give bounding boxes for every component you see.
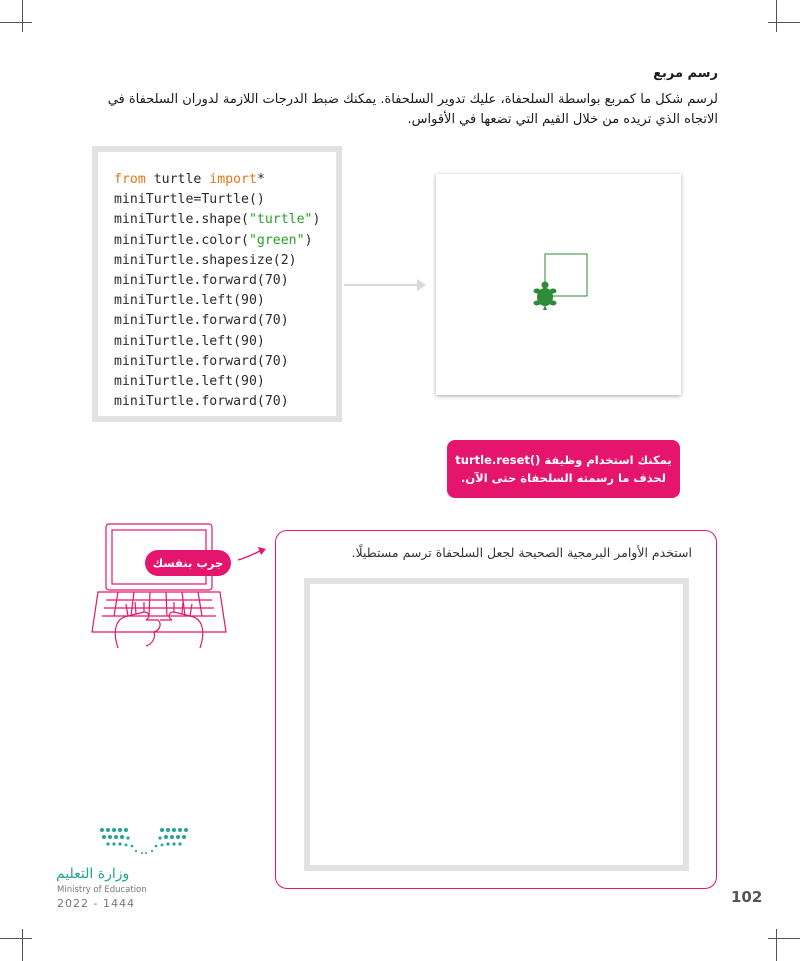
code-keyword: from bbox=[114, 172, 146, 187]
crop-mark bbox=[776, 929, 777, 961]
arrow-line bbox=[344, 284, 420, 286]
pointer-arrow-icon bbox=[236, 544, 268, 564]
code-text: miniTurtle.color( bbox=[114, 232, 249, 248]
code-line bbox=[114, 251, 320, 271]
code-text: miniTurtle.left(90) bbox=[114, 374, 265, 390]
code-line bbox=[114, 210, 320, 230]
crop-mark bbox=[22, 929, 23, 961]
code-line bbox=[114, 291, 320, 311]
arrow-right-icon bbox=[417, 279, 426, 291]
tip-line-1: يمكنك استخدام وظيفة ()turtle.reset bbox=[455, 453, 672, 467]
ministry-name-arabic: وزارة التعليم bbox=[56, 866, 130, 882]
laptop-typing-icon bbox=[88, 520, 228, 650]
code-text: miniTurtle=Turtle() bbox=[114, 192, 265, 208]
code-line bbox=[114, 392, 320, 412]
exercise-box bbox=[275, 530, 717, 889]
crop-mark bbox=[0, 938, 32, 939]
code-string: "green" bbox=[248, 232, 305, 248]
code-text: miniTurtle.forward(70) bbox=[114, 313, 289, 329]
code-line bbox=[114, 190, 320, 210]
code-text: turtle bbox=[145, 172, 210, 187]
ministry-name-english: Ministry of Education bbox=[57, 885, 147, 895]
code-text: ) bbox=[312, 212, 321, 228]
code-string: "turtle" bbox=[248, 212, 313, 228]
code-line bbox=[114, 231, 320, 251]
code-line bbox=[114, 332, 320, 352]
code-text: miniTurtle.left(90) bbox=[114, 293, 265, 309]
tip-callout bbox=[447, 440, 680, 498]
exercise-instruction: استخدم الأوامر البرمجية الصحيحة لجعل السلحفاة ترسم مستطيلًا. bbox=[351, 545, 692, 560]
try-yourself-badge: جرب بنفسك bbox=[145, 550, 231, 576]
code-block bbox=[92, 146, 342, 422]
crop-mark bbox=[776, 0, 777, 32]
crop-mark bbox=[768, 938, 800, 939]
code-line bbox=[114, 271, 320, 291]
ministry-logo-icon bbox=[98, 826, 190, 860]
page-number: 102 bbox=[731, 888, 763, 906]
section-paragraph: لرسم شكل ما كمربع بواسطة السلحفاة، عليك تدوير السلحفاة. يمكنك ضبط الدرجات اللازمة لدوران السلحفاة في الاتجاه الذي تريده من خلال القيم التي تضعها في الأقواس. bbox=[107, 92, 718, 127]
code-keyword: import bbox=[209, 172, 257, 187]
code-line bbox=[114, 170, 320, 190]
code-line bbox=[114, 372, 320, 392]
section-heading: رسم مربع bbox=[653, 66, 718, 81]
edition-year: 2022 - 1444 bbox=[57, 897, 135, 910]
crop-mark bbox=[768, 22, 800, 23]
code-text: miniTurtle.forward(70) bbox=[114, 394, 289, 410]
tip-line-2: لحذف ما رسمته السلحفاة حتى الآن. bbox=[460, 471, 666, 485]
turtle-output-canvas bbox=[436, 174, 681, 395]
crop-mark bbox=[0, 22, 32, 23]
code-line bbox=[114, 311, 320, 331]
crop-mark bbox=[22, 0, 23, 32]
code-text: miniTurtle.shapesize(2) bbox=[114, 252, 297, 268]
code-listing bbox=[114, 170, 320, 412]
code-text: miniTurtle.forward(70) bbox=[114, 353, 289, 369]
code-text: miniTurtle.left(90) bbox=[114, 333, 265, 349]
code-text: miniTurtle.forward(70) bbox=[114, 273, 289, 289]
code-text: * bbox=[256, 172, 265, 187]
turtle-drawing bbox=[436, 174, 681, 395]
code-text: miniTurtle.shape( bbox=[114, 212, 249, 228]
code-line bbox=[114, 352, 320, 372]
answer-area[interactable] bbox=[304, 578, 689, 871]
code-text: ) bbox=[304, 232, 313, 248]
